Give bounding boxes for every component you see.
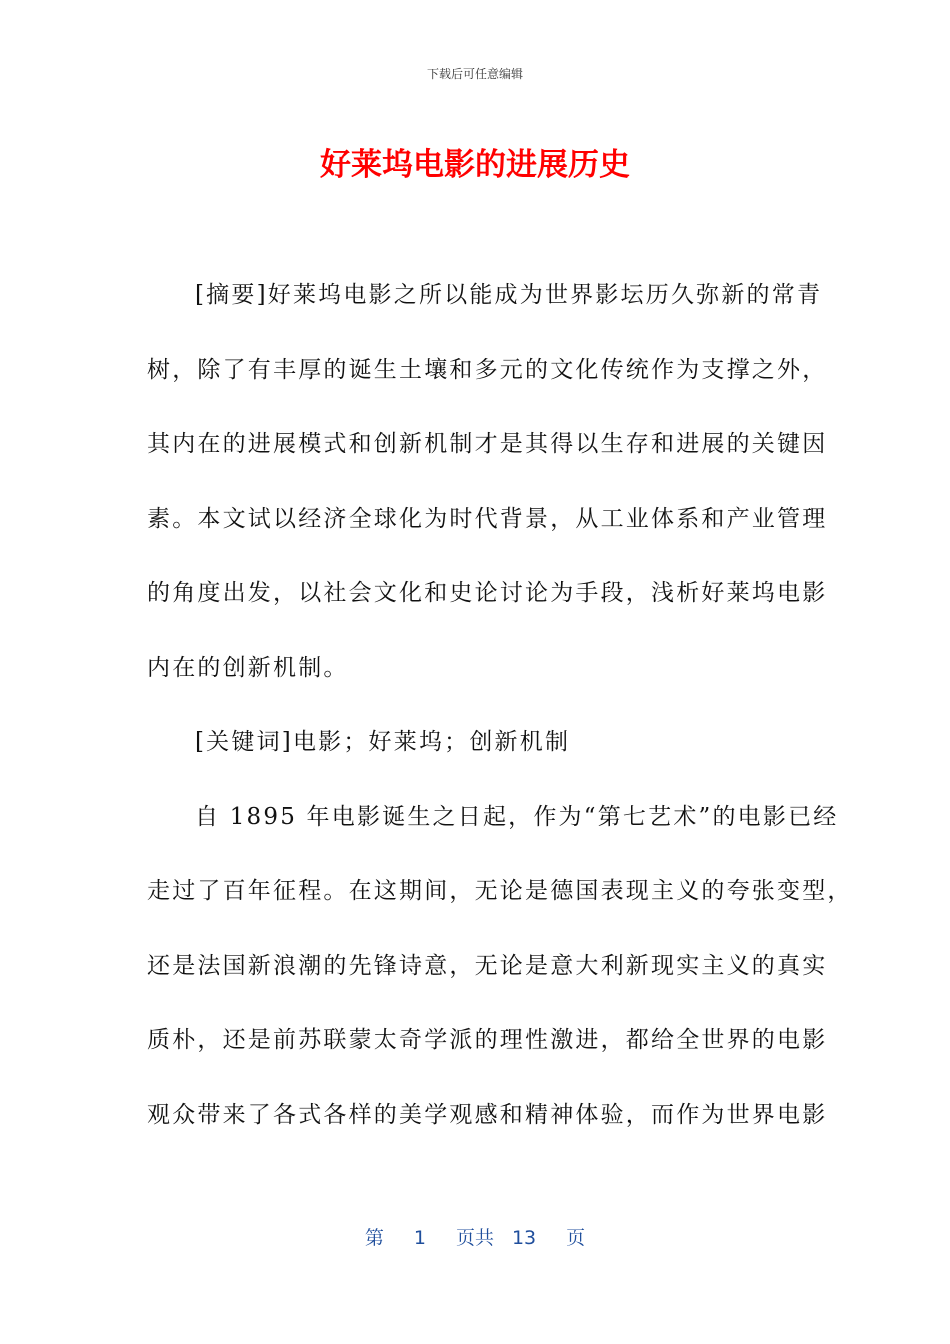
body-line-1: 自 1895 年电影诞生之日起，作为“第七艺术”的电影已经 xyxy=(195,804,839,830)
body-line-2: 走过了百年征程。在这期间，无论是德国表现主义的夸张变型， xyxy=(147,878,853,904)
keywords-line: [关键词]电影；好莱坞；创新机制 xyxy=(195,729,571,755)
abstract-line-4: 素。本文试以经济全球化为时代背景，从工业体系和产业管理 xyxy=(147,506,828,532)
footer-middle: 页共 xyxy=(455,1227,494,1249)
body-line-4: 质朴，还是前苏联蒙太奇学派的理性激进，都给全世界的电影 xyxy=(147,1027,828,1053)
abstract-line-3: 其内在的进展模式和创新机制才是其得以生存和进展的关键因 xyxy=(147,431,828,457)
abstract-line-5: 的角度出发，以社会文化和史论讨论为手段，浅析好莱坞电影 xyxy=(147,580,828,606)
abstract-line-1: [摘要]好莱坞电影之所以能成为世界影坛历久弥新的常青 xyxy=(195,282,823,308)
footer-page-number: 1 xyxy=(413,1227,426,1249)
header-note: 下载后可任意编辑 xyxy=(426,67,523,81)
body-line-3: 还是法国新浪潮的先锋诗意，无论是意大利新现实主义的真实 xyxy=(147,953,828,979)
abstract-line-2: 树，除了有丰厚的诞生土壤和多元的文化传统作为支撑之外， xyxy=(147,357,828,383)
abstract-line-6: 内在的创新机制。 xyxy=(147,655,349,681)
footer-total-pages: 13 xyxy=(511,1227,537,1249)
body-line-5: 观众带来了各式各样的美学观感和精神体验，而作为世界电影 xyxy=(147,1102,828,1128)
footer-suffix: 页 xyxy=(566,1227,586,1249)
page-footer xyxy=(0,1224,950,1252)
footer-prefix: 第 xyxy=(364,1227,384,1249)
document-title: 好莱坞电影的进展历史 xyxy=(320,147,630,183)
